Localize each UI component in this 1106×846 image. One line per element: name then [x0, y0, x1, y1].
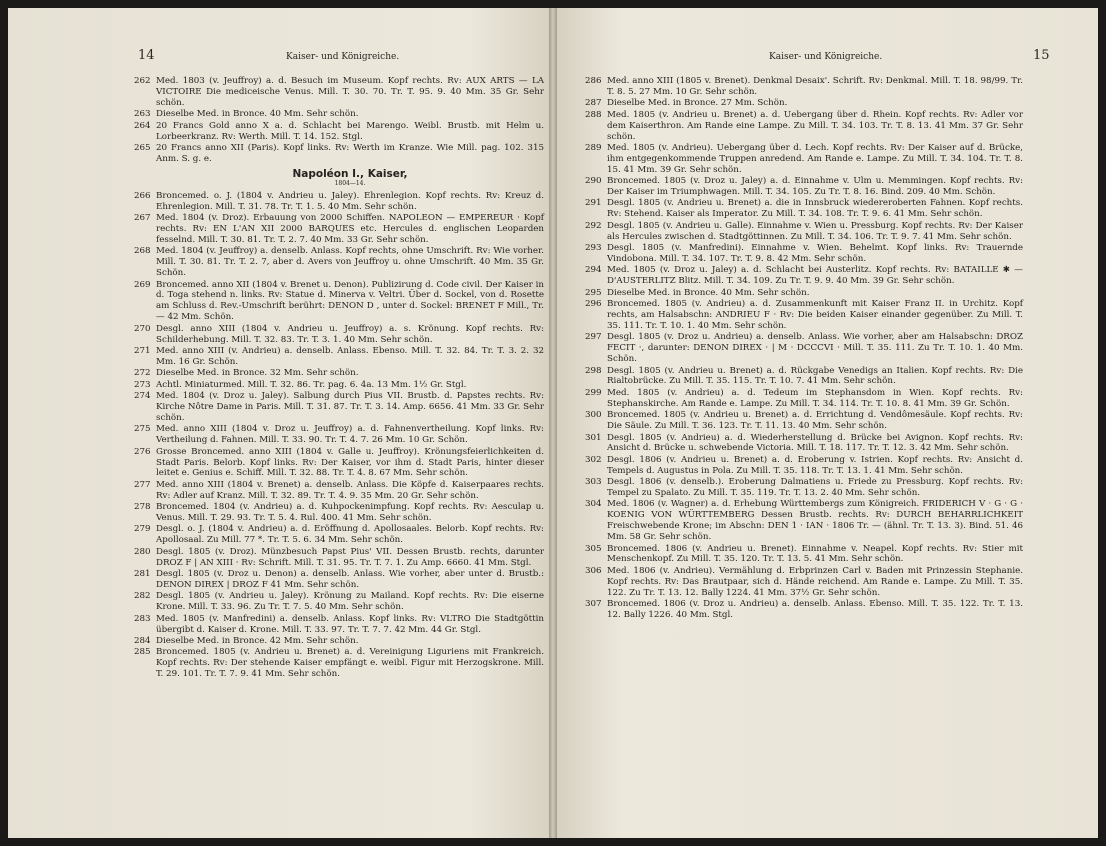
entry-text: Broncemed. 1805 (v. Andrieu u. Brenet) a. d. Errichtung d. Vendômesäule. Kopf rechts. Rv: Die Säule. Zu Mill. T. 36. 123. Tr. T. 11. 13. 40 Mm. Sehr schön.: [607, 410, 1023, 432]
catalog-entry: [585, 265, 1023, 287]
entry-text: Desgl. 1805 (v. Andrieu) a. d. Wiederherstellung d. Brücke bei Avignon. Kopf rechts. Rv: Ansicht d. Brücke u. schwebende Victoria. Mill. T. 18. 117. Tr. T. 12. 3. 42 Mm. Sehr schön.: [607, 432, 1023, 454]
left-page-number: 14: [138, 48, 155, 63]
entry-number: 273: [134, 379, 151, 390]
catalog-entry: [134, 246, 544, 279]
catalog-entry: [134, 121, 544, 143]
catalog-entry: [134, 447, 544, 480]
entry-text: Desgl. 1805 (v. Andrieu u. Galle). Einnahme v. Wien u. Pressburg. Kopf rechts. Rv: Der Kaiser als Hercules zwischen d. Stadtgöttinnen. Zu Mill. T. 34. 106. Tr. T. 9. 7. 41 Mm. Sehr schön.: [607, 220, 1023, 242]
entry-text: Med. anno XIII (1804 v. Droz u. Jeuffroy) a. d. Fahnenvertheilung. Kopf links. Rv: Vertheilung d. Fahnen. Mill. T. 33. 90. Tr. T. 4. 7. 26 Mm. 10 Gr. Schön.: [156, 424, 544, 446]
entry-number: 284: [134, 636, 151, 646]
entry-number: 298: [585, 365, 602, 376]
section-years: 1804—14.: [334, 179, 366, 187]
catalog-entry: [134, 424, 544, 446]
entry-text: Med. anno XIII (1805 v. Brenet). Denkmal Desaix'. Schrift. Rv: Denkmal. Mill. T. 18. 98/99. Tr. T. 8. 5. 27 Mm. 10 Gr. Sehr schön.: [607, 76, 1023, 97]
entry-text: Broncemed. 1805 (v. Droz u. Jaley) a. d. Einnahme v. Ulm u. Memmingen. Kopf rechts. Rv: Der Kaiser im Triumphwagen. Mill. T. 34. 105. Zu Tr. T. 8. 16. Bind. 209. 40 Mm. Schön.: [607, 176, 1023, 198]
catalog-entry: [585, 332, 1023, 365]
catalog-entry: [134, 346, 544, 368]
right-page: [557, 8, 1098, 838]
entry-number: 266: [134, 190, 151, 201]
catalog-entry: [134, 324, 544, 346]
catalog-entry: [585, 455, 1023, 477]
catalog-entry: [134, 547, 544, 569]
entry-text: Med. anno XIII (v. Andrieu) a. denselb. Anlass. Ebenso. Mill. T. 32. 84. Tr. T. 3. 2. 32 Mm. 16 Gr. Schön.: [156, 345, 544, 367]
entry-text: Med. 1805 (v. Manfredini) a. denselb. Anlass. Kopf links. Rv: VLTRO Die Stadtgöttin übergibt d. Kaiser d. Krone. Mill. T. 33. 97. Tr. T. 7. 7. 42 Mm. 44 Gr. Stgl.: [156, 613, 544, 635]
catalog-entry: [585, 499, 1023, 543]
catalog-entry: [585, 566, 1023, 599]
entry-text: Dieselbe Med. in Bronce. 40 Mm. Sehr schön.: [607, 287, 810, 298]
catalog-entry: [585, 110, 1023, 143]
entry-text: Med. anno XIII (1804 v. Brenet) a. denselb. Anlass. Die Köpfe d. Kaiserpaares rechts. Rv: Adler auf Kranz. Mill. T. 32. 89. Tr. T. 4. 9. 35 Mm. 20 Gr. Sehr schön.: [156, 479, 544, 501]
entry-number: 306: [585, 565, 602, 576]
entry-number: 268: [134, 246, 151, 257]
left-running-title: Kaiser- und Königreiche.: [286, 52, 400, 62]
catalog-entry: [585, 599, 1023, 621]
entry-number: 272: [134, 368, 151, 379]
entry-number: 300: [585, 410, 602, 421]
catalog-entry: [134, 480, 544, 502]
entry-text: Desgl. 1806 (v. denselb.). Eroberung Dalmatiens u. Friede zu Pressburg. Kopf rechts. Rv: Tempel zu Spalato. Zu Mill. T. 35. 119. Tr. T. 13. 2. 40 Mm. Sehr schön.: [607, 477, 1023, 499]
entry-text: Desgl. 1805 (v. Andrieu u. Jaley). Krönung zu Mailand. Kopf rechts. Rv: Die eiserne Krone. Mill. T. 33. 96. Zu Tr. T. 7. 5. 40 Mm. Sehr schön.: [156, 591, 544, 613]
entry-number: 304: [585, 499, 602, 510]
entry-number: 289: [585, 142, 602, 153]
entry-number: 278: [134, 502, 151, 513]
book-gutter: [549, 8, 557, 838]
entry-text: Broncemed. anno XII (1804 v. Brenet u. Denon). Publizirung d. Code civil. Der Kaiser in d. Toga stehend n. links. Rv: Statue d. Minerva v. Veltri. Über d. Sockel, von d. Rosette am Schluss d. Rev.-Umschrift berührt: DENON D , unter d. Sockel: BRENET F Mill., Tr. — 42 Mm. Schön.: [156, 279, 544, 323]
catalog-entry: [134, 502, 544, 524]
catalog-entry: [585, 299, 1023, 332]
entry-number: 294: [585, 265, 602, 276]
entry-text: Med. 1805 (v. Andrieu u. Brenet) a. d. Uebergang über d. Rhein. Kopf rechts. Rv: Adler vor dem Kaiserthron. Am Rande eine Lampe. Zu Mill. T. 34. 103. Tr. T. 8. 13. 41 Mm. 37 Gr. Sehr schön.: [607, 109, 1023, 142]
entry-number: 280: [134, 546, 151, 557]
entry-text: Med. 1805 (v. Droz u. Jaley) a. d. Schlacht bei Austerlitz. Kopf rechts. Rv: BATAILLE ✱ — D'AUSTERLITZ Blitz. Mill. T. 34. 109. Zu Tr. T. 9. 9. 40 Mm. 39 Gr. Sehr schön.: [607, 265, 1023, 287]
catalog-entry: [134, 76, 544, 109]
entry-number: 281: [134, 569, 151, 580]
catalog-entry: [134, 143, 544, 165]
entry-number: 286: [585, 76, 602, 86]
catalog-entry: [134, 280, 544, 324]
entry-text: Dieselbe Med. in Bronce. 40 Mm. Sehr schön.: [156, 109, 359, 120]
entry-text: Med. 1804 (v. Droz u. Jaley). Salbung durch Pius VII. Brustb. d. Papstes rechts. Rv: Kirche Nôtre Dame in Paris. Mill. T. 31. 87. Tr. T. 3. 14. Amp. 6656. 41 Mm. 33 Gr. Sehr schön.: [156, 391, 544, 423]
entry-number: 293: [585, 243, 602, 254]
entry-text: Desgl. 1805 (v. Manfredini). Einnahme v. Wien. Behelmt. Kopf links. Rv: Trauernde Vindobona. Mill. T. 34. 107. Tr. T. 9. 8. 42 Mm. Sehr schön.: [607, 243, 1023, 264]
entry-text: Grosse Broncemed. anno XIII (1804 v. Galle u. Jeuffroy). Krönungsfeierlichkeiten d. Stadt Paris. Belorb. Kopf links. Rv: Der Kaiser, vor ihm d. Stadt Paris, hinter dieser leitet e. Genius e. Schiff. Mill. T. 32. 88. Tr. T. 4. 8. 67 Mm. Sehr schön.: [156, 446, 544, 479]
section-title: Napoléon I., Kaiser,: [292, 167, 408, 180]
catalog-entry: [585, 388, 1023, 410]
entry-number: 267: [134, 213, 151, 224]
entry-text: 20 Francs anno XII (Paris). Kopf links. Rv: Werth im Kranze. Wie Mill. pag. 102. 315 Anm. S. g. e.: [156, 142, 544, 164]
entry-text: Desgl. 1805 (v. Andrieu u. Brenet) a. d. Rückgabe Venedigs an Italien. Kopf rechts. Rv: Die Rialtobrücke. Zu Mill. T. 35. 115. Tr. T. 10. 7. 41 Mm. Sehr schön.: [607, 365, 1023, 387]
entry-text: Desgl. anno XIII (1804 v. Andrieu u. Jeuffroy) a. s. Krönung. Kopf rechts. Rv: Schilderhebung. Mill. T. 32. 83. Tr. T. 3. 1. 40 Mm. Sehr schön.: [156, 323, 544, 345]
entry-text: Dieselbe Med. in Bronce. 42 Mm. Sehr schön.: [156, 636, 359, 646]
entry-text: Broncemed. 1806 (v. Andrieu u. Brenet). Einnahme v. Neapel. Kopf rechts. Rv: Stier mit Menschenkopf. Zu Mill. T. 35. 120. Tr. T. 13. 5. 41 Mm. Sehr schön.: [607, 543, 1023, 565]
entry-number: 303: [585, 477, 602, 488]
entry-text: Achtl. Miniaturmed. Mill. T. 32. 86. Tr. pag. 6. 4a. 13 Mm. 1½ Gr. Stgl.: [156, 379, 467, 390]
entry-number: 269: [134, 279, 151, 290]
catalog-entry: [585, 366, 1023, 388]
catalog-entry: [134, 380, 544, 391]
entry-number: 301: [585, 432, 602, 443]
entry-text: Broncemed. 1805 (v. Andrieu u. Brenet) a. d. Vereinigung Liguriens mit Frankreich. Kopf rechts. Rv: Der stehende Kaiser empfängt e. weibl. Figur mit Herzogskrone. Mill. T. 29. 101. Tr. T. 7. 9. 41 Mm. Sehr schön.: [156, 647, 544, 680]
entry-number: 282: [134, 591, 151, 602]
entry-text: 20 Francs Gold anno X a. d. Schlacht bei Marengo. Weibl. Brustb. mit Helm u. Lorbeerkranz. Rv: Werth. Mill. T. 14. 152. Stgl.: [156, 120, 544, 142]
entry-number: 270: [134, 323, 151, 334]
entry-text: Broncemed. o. J. (1804 v. Andrieu u. Jaley). Ehrenlegion. Kopf rechts. Rv: Kreuz d. Ehrenlegion. Mill. T. 31. 78. Tr. T. 1. 5. 40 Mm. Sehr schön.: [156, 190, 544, 212]
catalog-entry: [134, 591, 544, 613]
entry-number: 264: [134, 120, 151, 131]
catalog-entry: [134, 391, 544, 424]
entry-text: Dieselbe Med. in Bronce. 32 Mm. Sehr schön.: [156, 368, 359, 379]
catalog-entry: [134, 213, 544, 246]
entry-number: 271: [134, 345, 151, 356]
entry-text: Broncemed. 1805 (v. Andrieu) a. d. Zusammenkunft mit Kaiser Franz II. in Urchitz. Kopf rechts, am Halsabschn: ANDRIEU F · Rv: Die beiden Kaiser einander gegenüber. Zu Mill. T. 35. 111. Tr. T. 10. 1. 40 Mm. Sehr schön.: [607, 299, 1023, 331]
entry-number: 285: [134, 647, 151, 658]
entry-text: Med. 1805 (v. Andrieu) a. d. Tedeum im Stephansdom in Wien. Kopf rechts. Rv: Stephanskirche. Am Rande e. Lampe. Zu Mill. T. 34. 114. Tr. T. 10. 8. 41 Mm. 39 Gr. Schön.: [607, 387, 1023, 409]
catalog-entry: [585, 433, 1023, 455]
catalog-entry: [585, 410, 1023, 432]
catalog-entry: [134, 647, 544, 680]
entry-number: 262: [134, 76, 151, 86]
entry-text: Desgl. 1805 (v. Droz u. Andrieu) a. denselb. Anlass. Wie vorher, aber am Halsabschn: DROZ FECIT ·, darunter: DENON DIREX · | M · DCCCVI · Mill. T. 35. 111. Zu Tr. T. 10. 1. 40 Mm. Schön.: [607, 332, 1023, 365]
entry-number: 307: [585, 599, 602, 610]
entry-number: 302: [585, 454, 602, 465]
right-running-title: Kaiser- und Königreiche.: [769, 52, 883, 62]
entry-text: Med. 1805 (v. Andrieu). Uebergang über d. Lech. Kopf rechts. Rv: Der Kaiser auf d. Brücke, ihm entgegenkommende Truppen anredend. Am Rande e. Lampe. Zu Mill. T. 34. 104. Tr. T. 8. 15. 41 Mm. 39 Gr. Sehr schön.: [607, 142, 1023, 175]
catalog-entry: [585, 477, 1023, 499]
entry-number: 290: [585, 176, 602, 187]
entry-number: 283: [134, 613, 151, 624]
entry-number: 274: [134, 391, 151, 402]
catalog-entry: [585, 288, 1023, 299]
entry-number: 291: [585, 198, 602, 209]
entry-number: 288: [585, 109, 602, 120]
entry-text: Desgl. 1805 (v. Andrieu u. Brenet) a. die in Innsbruck wiedereroberten Fahnen. Kopf rechts. Rv: Stehend. Kaiser als Imperator. Zu Mill. T. 34. 108. Tr. T. 9. 6. 41 Mm. Sehr schön.: [607, 198, 1023, 220]
catalog-entry: [134, 636, 544, 647]
entry-number: 297: [585, 332, 602, 343]
entry-text: Desgl. 1805 (v. Droz). Münzbesuch Papst Pius' VII. Dessen Brustb. rechts, darunter DROZ F | AN XIII · Rv: Schrift. Mill. T. 31. 95. Tr. T. 7. 1. Zu Amp. 6660. 41 Mm. Stgl.: [156, 546, 544, 568]
entry-text: Dieselbe Med. in Bronce. 27 Mm. Schön.: [607, 98, 788, 109]
entry-number: 292: [585, 220, 602, 231]
entry-text: Desgl. 1805 (v. Droz u. Denon) a. denselb. Anlass. Wie vorher, aber unter d. Brustb.: DENON DIREX | DROZ F 41 Mm. Sehr schön.: [156, 569, 544, 590]
entry-number: 275: [134, 424, 151, 435]
catalog-entry: [585, 243, 1023, 265]
catalog-entry: [134, 569, 544, 591]
catalog-entry: [134, 524, 544, 546]
entry-text: Desgl. o. J. (1804 v. Andrieu) a. d. Eröffnung d. Apollosaales. Belorb. Kopf rechts. Rv: Apollosaal. Zu Mill. 77 *. Tr. T. 5. 6. 34 Mm. Sehr schön.: [156, 524, 544, 546]
entry-text: Broncemed. 1806 (v. Droz u. Andrieu) a. denselb. Anlass. Ebenso. Mill. T. 35. 122. Tr. T. 13. 12. Bally 1226. 40 Mm. Stgl.: [607, 599, 1023, 620]
entry-text: Broncemed. 1804 (v. Andrieu) a. d. Kuhpockenimpfung. Kopf rechts. Rv: Aesculap u. Venus. Mill. T. 29. 93. Tr. T. 5. 4. Rul. 400. 41 Mm. Sehr schön.: [156, 502, 544, 524]
catalog-entry: [585, 544, 1023, 566]
entry-number: 305: [585, 543, 602, 554]
entry-number: 287: [585, 98, 602, 109]
entry-text: Med. 1804 (v. Jeuffroy) a. denselb. Anlass. Kopf rechts, ohne Umschrift. Rv: Wie vorher. Mill. T. 30. 81. Tr. T. 2. 7, aber d. Avers von Jeuffroy u. ohne Umschrift. 40 Mm. 35 Gr. Schön.: [156, 246, 544, 279]
catalog-entry: [134, 614, 544, 636]
entry-text: Med. 1806 (v. Wagner) a. d. Erhebung Württembergs zum Königreich. FRIDERICH V · G · G · KOENIG VON WÜRTTEMBERG Dessen Brustb. rechts. Rv: DURCH BEHARRLICHKEIT Freischwebende Krone; im Abschn: DEN 1 · IAN · 1806 Tr. — (ähnl. Tr. T. 13. 3). Bind. 51. 46 Mm. 58 Gr. Sehr schön.: [607, 499, 1023, 543]
entry-number: 265: [134, 142, 151, 153]
entry-number: 277: [134, 479, 151, 490]
catalog-entry: [585, 143, 1023, 176]
catalog-entry: [585, 176, 1023, 198]
catalog-entry: [585, 198, 1023, 220]
entry-number: 263: [134, 109, 151, 120]
left-page: [8, 8, 549, 838]
catalog-entry: [134, 191, 544, 213]
entry-number: 276: [134, 446, 151, 457]
catalog-entry: [585, 221, 1023, 243]
entry-text: Med. 1803 (v. Jeuffroy) a. d. Besuch im Museum. Kopf rechts. Rv: AUX ARTS — LA VICTOIRE Die mediceische Venus. Mill. T. 30. 70. Tr. T. 95. 9. 40 Mm. 35 Gr. Sehr schön.: [156, 76, 544, 108]
entry-text: Desgl. 1806 (v. Andrieu u. Brenet) a. d. Eroberung v. Istrien. Kopf rechts. Rv: Ansicht d. Tempels d. Augustus in Pola. Zu Mill. T. 35. 118. Tr. T. 13. 1. 41 Mm. Sehr schön.: [607, 454, 1023, 476]
left-text-column: [134, 76, 544, 681]
entry-number: 299: [585, 387, 602, 398]
entry-number: 296: [585, 299, 602, 310]
catalog-entry: [585, 98, 1023, 109]
catalog-entry: [134, 109, 544, 120]
right-text-column: [585, 76, 1023, 621]
catalog-entry: [134, 368, 544, 379]
entry-text: Med. 1804 (v. Droz). Erbauung von 2000 Schiffen. NAPOLEON — EMPEREUR · Kopf rechts. Rv: EN L'AN XII 2000 BARQUES etc. Hercules d. englischen Leoparden fesselnd. Mill. T. 30. 81. Tr. T. 2. 7. 40 Mm. 33 Gr. Sehr schön.: [156, 213, 544, 245]
book-spread: [8, 8, 1098, 838]
entry-number: 279: [134, 524, 151, 535]
entry-number: 295: [585, 287, 602, 298]
right-page-number: 15: [1033, 48, 1050, 63]
catalog-entry: [585, 76, 1023, 98]
entry-text: Med. 1806 (v. Andrieu). Vermählung d. Erbprinzen Carl v. Baden mit Prinzessin Stephanie. Kopf rechts. Rv: Das Brautpaar, sich d. Hände reichend. Am Rande e. Lampe. Zu Mill. T. 35. 122. Zu Tr. T. 13. 12. Bally 1224. 41 Mm. 37½ Gr. Sehr schön.: [607, 565, 1023, 598]
